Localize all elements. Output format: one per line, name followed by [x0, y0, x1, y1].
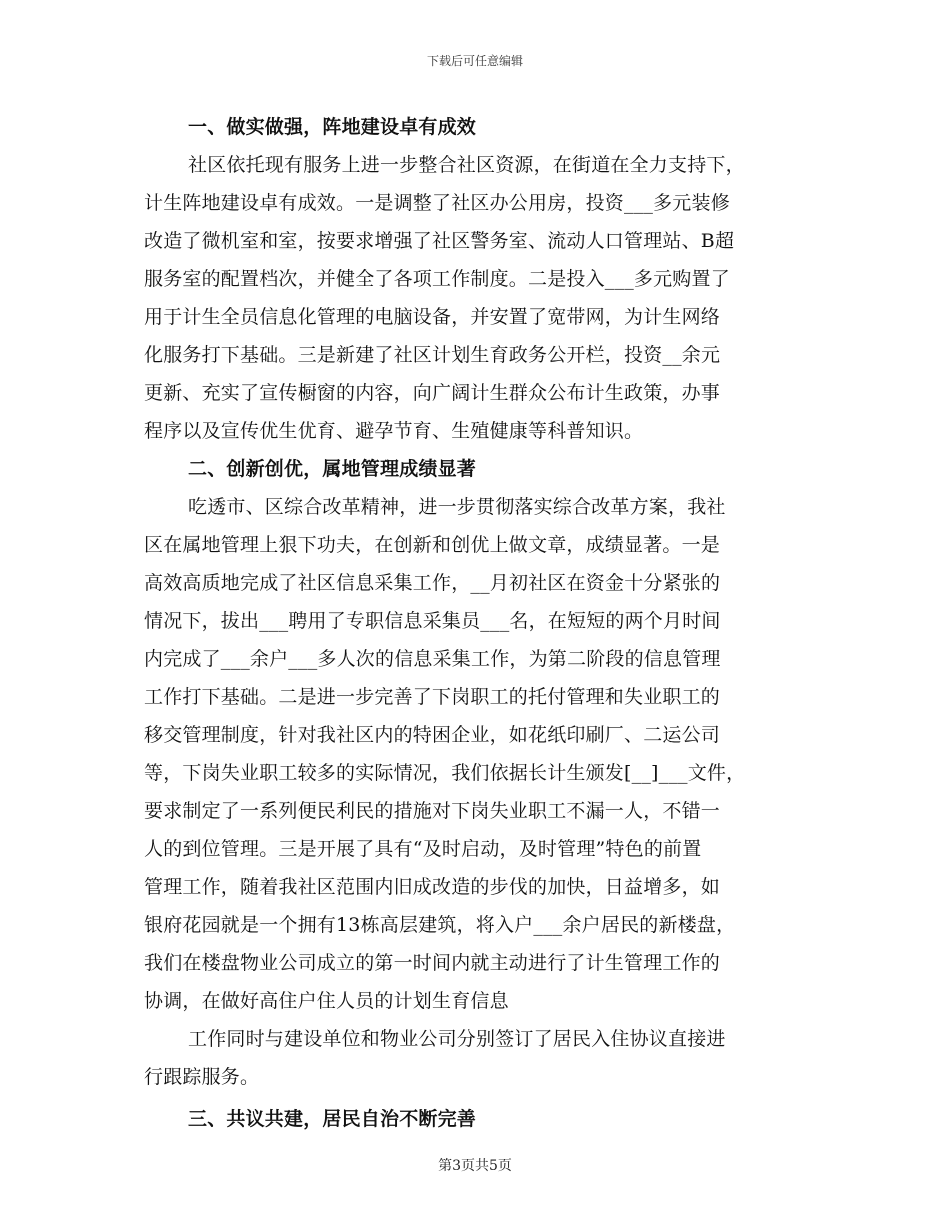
paragraph-line: 社区依托现有服务上进一步整合社区资源，在街道在全力支持下， — [188, 154, 745, 176]
paragraph-line: 程序以及宣传优生优育、避孕节育、生殖健康等科普知识。 — [144, 420, 644, 442]
page-header-note: 下载后可任意编辑 — [426, 54, 523, 68]
paragraph-line: 要求制定了一系列便民利民的措施对下岗失业职工不漏一人，不错一 — [144, 800, 721, 822]
section-heading-1: 一、做实做强，阵地建设卓有成效 — [188, 116, 477, 138]
section-heading-3: 三、共议共建，居民自治不断完善 — [188, 1108, 477, 1130]
paragraph-line: 银府花园就是一个拥有13栋高层建筑，将入户___余户居民的新楼盘， — [144, 914, 736, 936]
paragraph-line: 区在属地管理上狠下功夫，在创新和创优上做文章，成绩显著。一是 — [144, 534, 721, 556]
paragraph-line: 化服务打下基础。三是新建了社区计划生育政务公开栏，投资__余元 — [144, 344, 721, 366]
paragraph-line: 管理工作，随着我社区范围内旧成改造的步伐的加快，日益增多，如 — [144, 876, 721, 898]
paragraph-line: 我们在楼盘物业公司成立的第一时间内就主动进行了计生管理工作的 — [144, 952, 721, 974]
paragraph-line: 服务室的配置档次，并健全了各项工作制度。二是投入___多元购置了 — [144, 268, 730, 290]
paragraph-line: 工作打下基础。二是进一步完善了下岗职工的托付管理和失业职工的 — [144, 686, 721, 708]
paragraph-line: 内完成了___余户___多人次的信息采集工作，为第二阶段的信息管理 — [144, 648, 721, 670]
paragraph-line: 行跟踪服务。 — [144, 1066, 260, 1088]
page-number: 第3页共5页 — [438, 1158, 512, 1174]
paragraph-line: 工作同时与建设单位和物业公司分别签订了居民入住协议直接进 — [188, 1028, 726, 1050]
paragraph-line: 情况下，拔出___聘用了专职信息采集员___名，在短短的两个月时间 — [144, 610, 721, 632]
paragraph-line: 更新、充实了宣传橱窗的内容，向广阔计生群众公布计生政策，办事 — [144, 382, 721, 404]
paragraph-line: 移交管理制度，针对我社区内的特困企业，如花纸印刷厂、二运公司 — [144, 724, 721, 746]
paragraph-line: 人的到位管理。三是开展了具有“及时启动，及时管理”特色的前置 — [144, 838, 702, 860]
paragraph-line: 协调，在做好高住户住人员的计划生育信息 — [144, 990, 509, 1012]
paragraph-line: 吃透市、区综合改革精神，进一步贯彻落实综合改革方案，我社 — [188, 496, 726, 518]
document-body — [144, 108, 812, 1138]
paragraph-line: 改造了微机室和室，按要求增强了社区警务室、流动人口管理站、B超 — [144, 230, 735, 252]
paragraph-line: 等，下岗失业职工较多的实际情况，我们依据长计生颁发[__]___文件， — [144, 762, 746, 784]
paragraph-line: 高效高质地完成了社区信息采集工作，__月初社区在资金十分紧张的 — [144, 572, 721, 594]
paragraph-line: 用于计生全员信息化管理的电脑设备，并安置了宽带网，为计生网络 — [144, 306, 721, 328]
paragraph-line: 计生阵地建设卓有成效。一是调整了社区办公用房，投资___多元装修 — [144, 192, 730, 214]
section-heading-2: 二、创新创优，属地管理成绩显著 — [188, 458, 477, 480]
